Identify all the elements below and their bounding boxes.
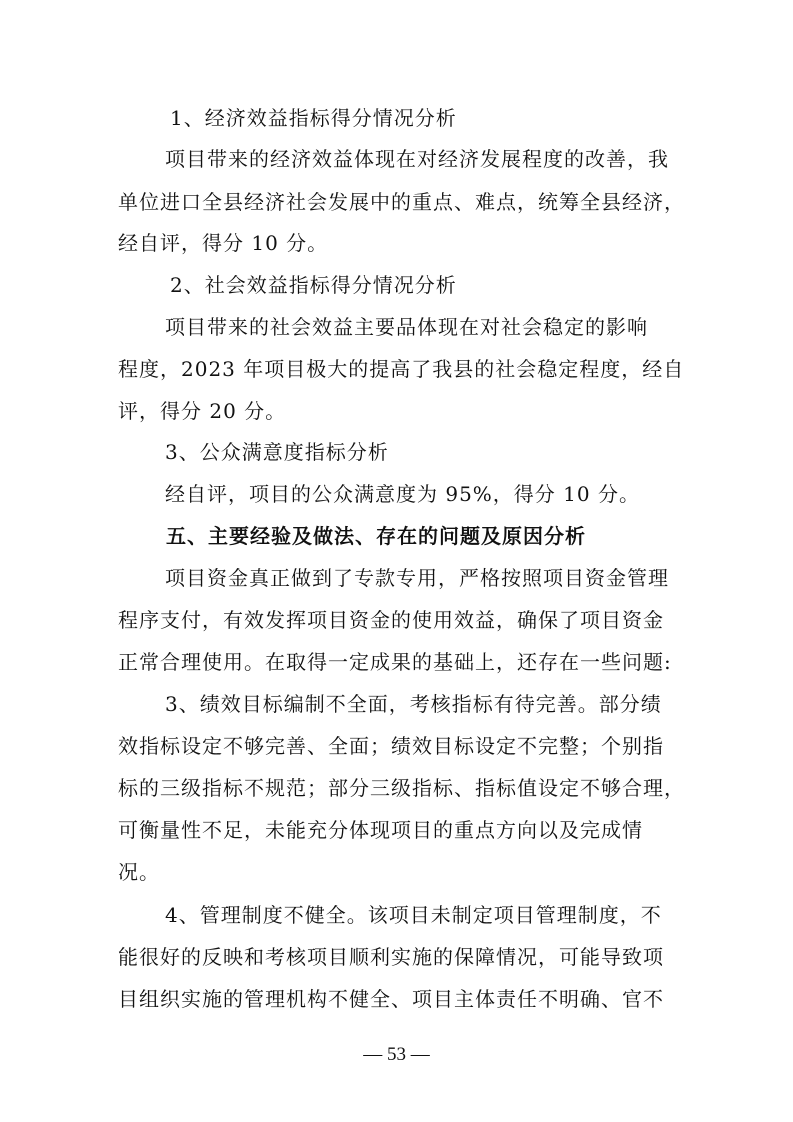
paragraph-line: 效指标设定不够完善、全面；绩效目标设定不完整；个别指 [118, 734, 664, 758]
paragraph-line: 可衡量性不足，未能充分体现项目的重点方向以及完成情 [118, 818, 643, 842]
paragraph-line: 正常合理使用。在取得一定成果的基础上，还存在一些问题: [118, 650, 672, 674]
paragraph-line: 4、管理制度不健全。该项目未制定项目管理制度，不 [165, 903, 662, 927]
paragraph-line: 3、绩效目标编制不全面，考核指标有待完善。部分绩 [165, 692, 662, 716]
paragraph-line: 能很好的反映和考核项目顺利实施的保障情况，可能导致项 [118, 945, 664, 969]
paragraph-line: 况。 [118, 860, 160, 884]
paragraph-line: 单位进口全县经济社会发展中的重点、难点，统筹全县经济， [118, 190, 685, 214]
subheading-public-satisfaction: 3、公众满意度指标分析 [165, 440, 389, 464]
paragraph-line: 项目带来的社会效益主要品体现在对社会稳定的影响 [165, 315, 648, 339]
paragraph-line: 程序支付，有效发挥项目资金的使用效益，确保了项目资金 [118, 608, 664, 632]
paragraph-line: 标的三级指标不规范；部分三级指标、指标值设定不够合理， [118, 776, 685, 800]
paragraph-line: 经自评，项目的公众满意度为 95%，得分 10 分。 [165, 482, 640, 506]
paragraph-line: 评，得分 20 分。 [118, 399, 287, 423]
page-number: — 53 — [363, 1044, 430, 1065]
paragraph-line: 项目带来的经济效益体现在对经济发展程度的改善，我 [165, 147, 669, 171]
subheading-social-benefit: 2、社会效益指标得分情况分析 [170, 273, 457, 297]
paragraph-line: 目组织实施的管理机构不健全、项目主体责任不明确、官不 [118, 987, 664, 1011]
paragraph-line: 程度，2023 年项目极大的提高了我县的社会稳定程度，经自 [118, 357, 685, 381]
paragraph-line: 项目资金真正做到了专款专用，严格按照项目资金管理 [165, 566, 669, 590]
paragraph-line: 经自评，得分 10 分。 [118, 231, 329, 255]
section-heading: 五、主要经验及做法、存在的问题及原因分析 [166, 524, 586, 548]
subheading-economic-benefit: 1、经济效益指标得分情况分析 [170, 106, 457, 130]
